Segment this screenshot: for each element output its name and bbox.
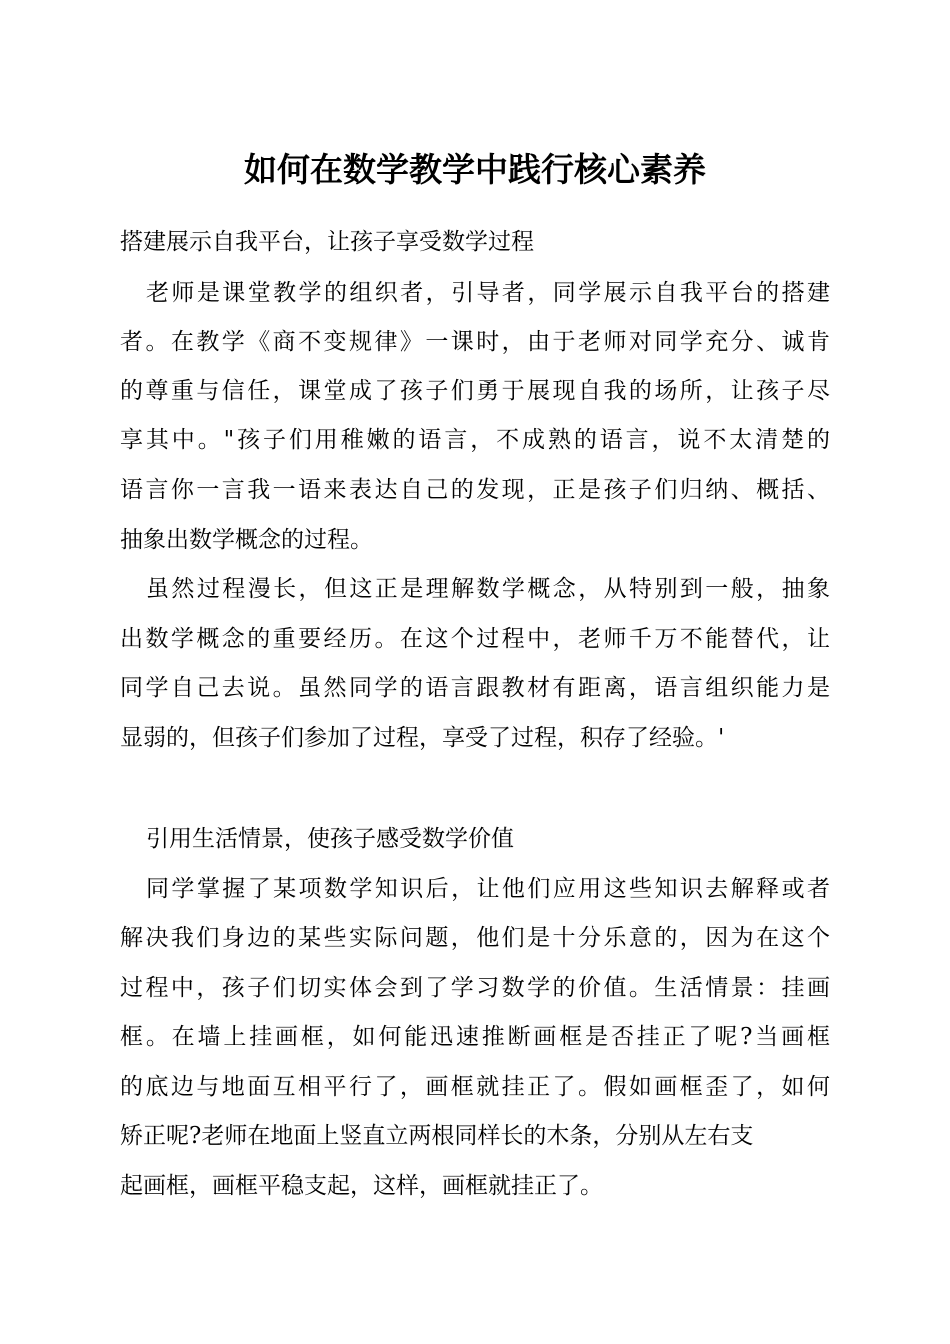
paragraph-line: 语言你一言我一语来表达自己的发现，正是孩子们归纳、概括、 <box>120 477 830 503</box>
section-heading: 引用生活情景，使孩子感受数学价值 <box>146 826 514 852</box>
paragraph-line: 矫正呢?老师在地面上竖直立两根同样长的木条，分别从左右支 <box>120 1123 754 1149</box>
paragraph-line: 老师是课堂教学的组织者，引导者，同学展示自我平台的搭建 <box>146 280 830 306</box>
paragraph-line: 解决我们身边的某些实际问题，他们是十分乐意的，因为在这个 <box>120 925 830 951</box>
paragraph-line: 起画框，画框平稳支起，这样，画框就挂正了。 <box>120 1173 603 1199</box>
paragraph-line: 显弱的，但孩子们参加了过程，享受了过程，积存了经验。' <box>120 725 725 751</box>
paragraph-line: 者。在教学《商不变规律》一课时，由于老师对同学充分、诚肯 <box>120 329 830 355</box>
paragraph-line: 同学掌握了某项数学知识后，让他们应用这些知识去解释或者 <box>146 876 830 902</box>
paragraph-line: 出数学概念的重要经历。在这个过程中，老师千万不能替代，让 <box>120 626 830 652</box>
paragraph-line: 的尊重与信任，课堂成了孩子们勇于展现自我的场所，让孩子尽 <box>120 378 830 404</box>
paragraph-line: 过程中，孩子们切实体会到了学习数学的价值。生活情景：挂画 <box>120 975 830 1001</box>
document-title: 如何在数学教学中践行核心素养 <box>244 150 706 189</box>
paragraph-line: 享其中。"孩子们用稚嫩的语言，不成熟的语言，说不太清楚的 <box>120 427 830 453</box>
paragraph-line: 同学自己去说。虽然同学的语言跟教材有距离，语言组织能力是 <box>120 675 830 701</box>
paragraph-line: 抽象出数学概念的过程。 <box>120 527 373 553</box>
paragraph-line: 框。在墙上挂画框，如何能迅速推断画框是否挂正了呢?当画框 <box>120 1024 830 1050</box>
section-heading: 搭建展示自我平台，让孩子享受数学过程 <box>120 229 534 255</box>
paragraph-line: 的底边与地面互相平行了，画框就挂正了。假如画框歪了，如何 <box>120 1074 830 1100</box>
paragraph-line: 虽然过程漫长，但这正是理解数学概念，从特别到一般，抽象 <box>146 576 830 602</box>
